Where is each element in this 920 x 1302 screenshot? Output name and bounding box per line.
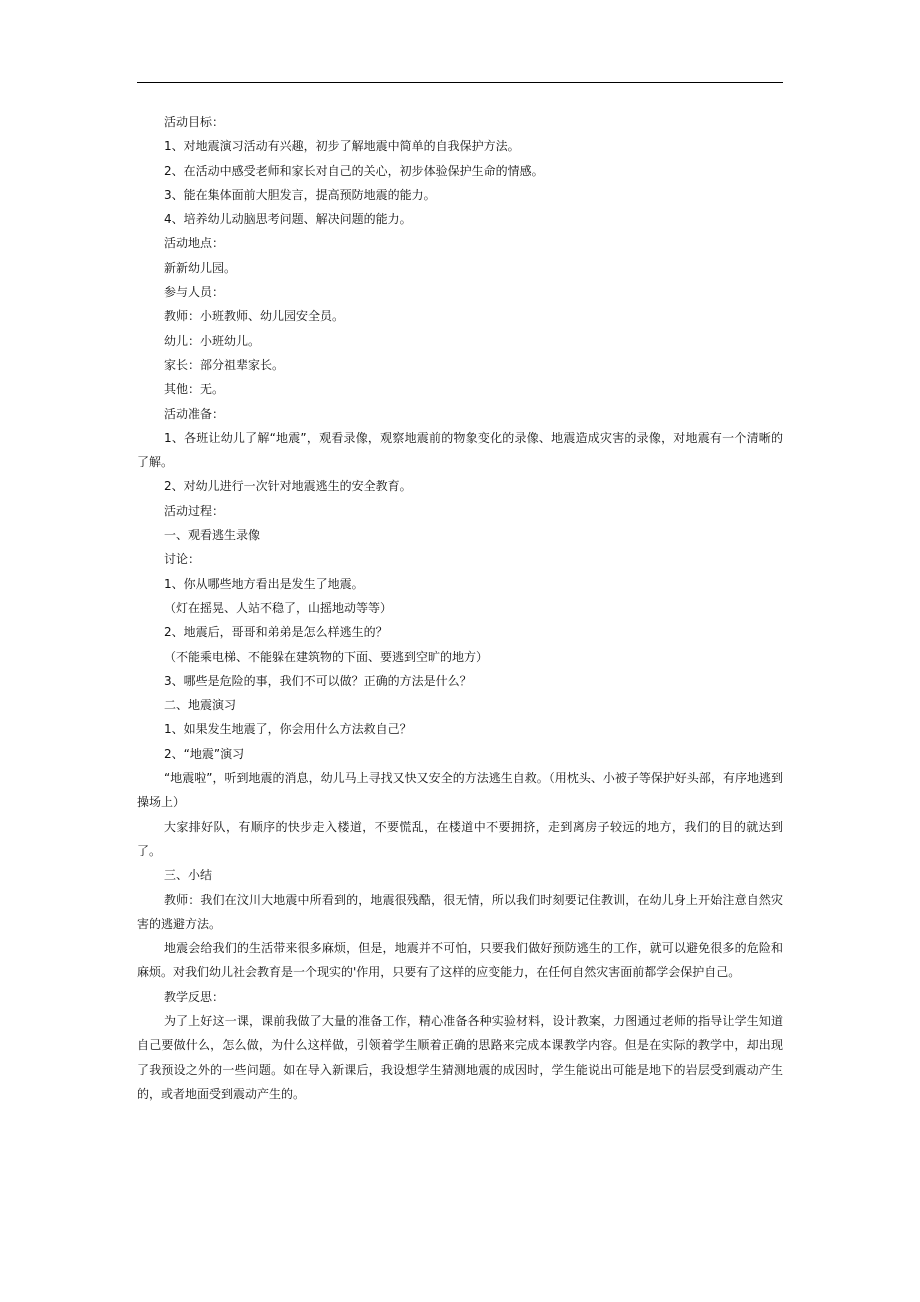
- paragraph: 一、观看逃生录像: [164, 528, 261, 543]
- paragraph: 幼儿：小班幼儿。: [164, 333, 261, 348]
- document-body: [137, 110, 783, 1106]
- paragraph: 教师：我们在汶川大地震中所看到的，地震很残酷，很无情，所以我们时刻要记住教训，在幼儿身上开始注意自然灾害的逃避方法。: [137, 892, 783, 931]
- paragraph: 家长：部分祖辈家长。: [164, 357, 285, 372]
- paragraph: 1、你从哪些地方看出是发生了地震。: [164, 576, 364, 591]
- paragraph: 活动目标：: [164, 115, 225, 129]
- paragraph: （不能乘电梯、不能躲在建筑物的下面、要逃到空旷的地方）: [164, 649, 489, 664]
- paragraph: （灯在摇晃、人站不稳了，山摇地动等等）: [164, 600, 393, 615]
- paragraph: 4、培养幼儿动脑思考问题、解决问题的能力。: [164, 212, 412, 227]
- paragraph: 新新幼儿园。: [164, 260, 237, 275]
- header-divider: [137, 82, 783, 83]
- paragraph: 活动地点：: [164, 236, 225, 251]
- paragraph: 教学反思：: [164, 989, 225, 1004]
- paragraph: 2、对幼儿进行一次针对地震逃生的安全教育。: [164, 479, 412, 494]
- paragraph: 二、地震演习: [164, 698, 237, 713]
- paragraph: 活动过程：: [164, 503, 225, 518]
- paragraph: 1、如果发生地震了，你会用什么方法救自己？: [164, 722, 412, 737]
- paragraph: 3、能在集体面前大胆发言，提高预防地震的能力。: [164, 187, 436, 202]
- paragraph: 为了上好这一课，课前我做了大量的准备工作，精心准备各种实验材料，设计教案，力图通过老师的指导让学生知道自己要做什么，怎么做，为什么这样做，引领着学生顺着正确的思路来完成本课教学内容。但是在实际的教学中，却出现了我预设之外的一些问题。如在导入新课后，我设想学生猜测地震的成因时，学生能说出可能是地下的岩层受到震动产生的，或者地面受到震动产生的。: [137, 1013, 783, 1101]
- paragraph: 1、各班让幼儿了解“地震”，观看录像，观察地震前的物象变化的录像、地震造成灾害的录像，对地震有一个清晰的了解。: [137, 430, 783, 470]
- paragraph: 三、小结: [164, 868, 213, 883]
- paragraph: 参与人员：: [164, 285, 225, 300]
- paragraph: 2、在活动中感受老师和家长对自己的关心，初步体验保护生命的情感。: [164, 163, 544, 178]
- paragraph: 2、地震后，哥哥和弟弟是怎么样逃生的？: [164, 625, 388, 640]
- paragraph: 教师：小班教师、幼儿园安全员。: [164, 309, 345, 324]
- paragraph: “地震啦”，听到地震的消息，幼儿马上寻找又快又安全的方法逃生自救。（用枕头、小被子等保护好头部，有序地逃到操场上）: [137, 771, 783, 810]
- paragraph: 1、对地震演习活动有兴趣，初步了解地震中简单的自我保护方法。: [164, 139, 520, 154]
- paragraph: 地震会给我们的生活带来很多麻烦，但是，地震并不可怕，只要我们做好预防逃生的工作，就可以避免很多的危险和麻烦。对我们幼儿社会教育是一个现实的'作用，只要有了这样的应变能力，在任何自然灾害面前都学会保护自己。: [137, 941, 783, 980]
- paragraph: 其他：无。: [164, 382, 225, 397]
- paragraph: 讨论：: [164, 552, 201, 567]
- paragraph: 大家排好队，有顺序的快步走入楼道，不要慌乱，在楼道中不要拥挤，走到离房子较远的地方，我们的目的就达到了。: [137, 819, 783, 858]
- paragraph: 活动准备：: [164, 406, 225, 421]
- paragraph: 3、哪些是危险的事，我们不可以做？正确的方法是什么？: [164, 673, 472, 688]
- paragraph: 2、“地震”演习: [164, 746, 245, 761]
